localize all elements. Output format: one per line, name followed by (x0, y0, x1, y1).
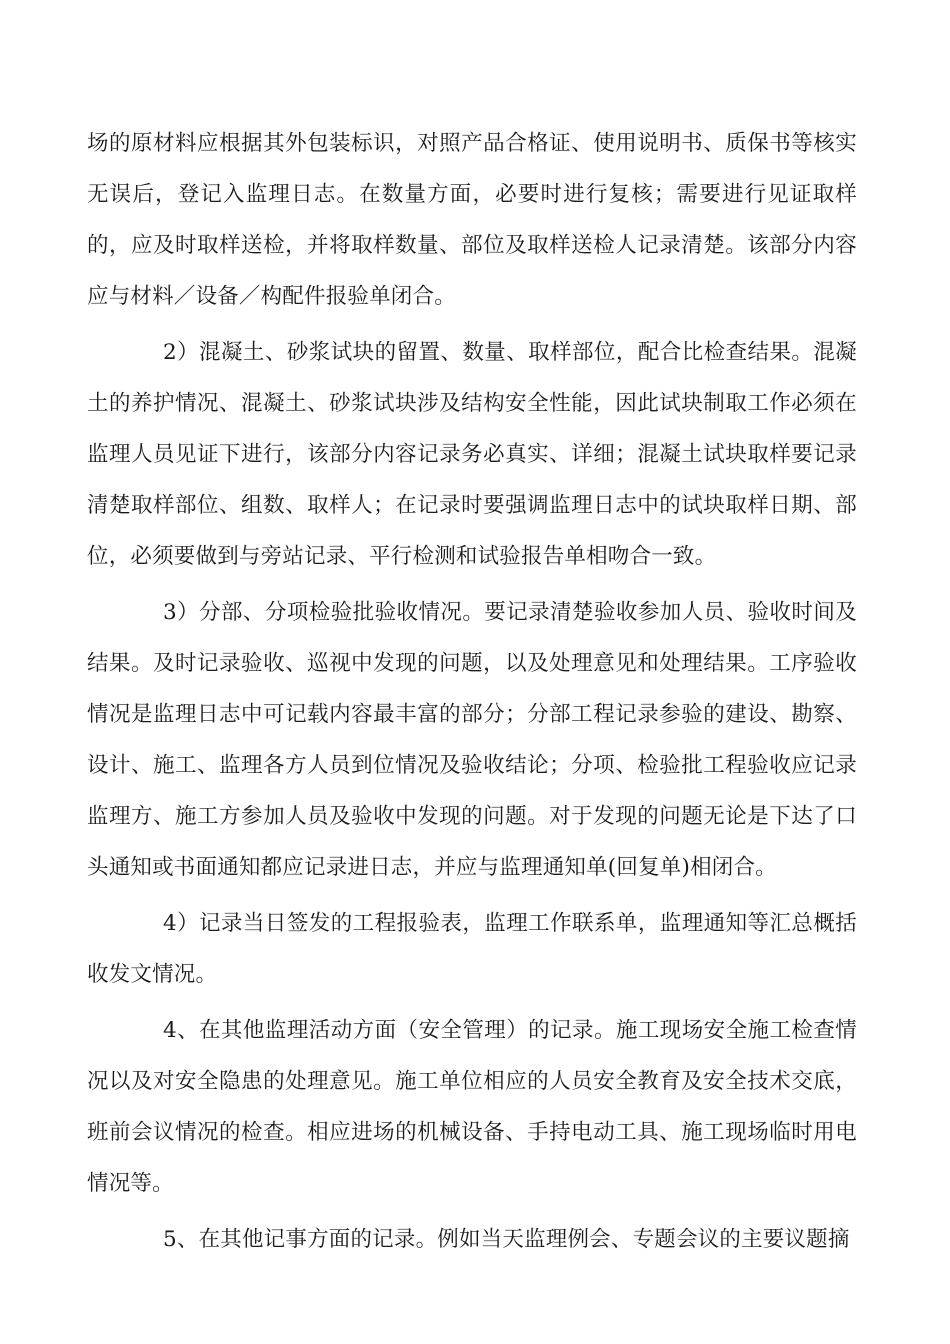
paragraph-concrete-test-blocks: 2）混凝土、砂浆试块的留置、数量、取样部位，配合比检查结果。混凝土的养护情况、混凝土、砂浆试块涉及结构安全性能，因此试块制取工作必须在监理人员见证下进行，该部分内容记录务必真实、详细；混凝土试块取样要记录清楚取样部位、组数、取样人；在记录时要强调监理日志中的试块取样日期、部位，必须要做到与旁站记录、平行检测和试验报告单相吻合一致。 (87, 340, 857, 569)
paragraph-other-records: 5、在其他记事方面的记录。例如当天监理例会、专题会议的主要议题摘 (163, 1227, 850, 1252)
paragraph-daily-documents: 4）记录当日签发的工程报验表，监理工作联系单，监理通知等汇总概括收发文情况。 (87, 911, 857, 987)
document-body (87, 118, 857, 1265)
paragraph-materials-check: 场的原材料应根据其外包装标识，对照产品合格证、使用说明书、质保书等核实无误后，登记入监理日志。在数量方面，必要时进行复核；需要进行见证取样的，应及时取样送检，并将取样数量、部位及取样送检人记录清楚。该部分内容应与材料／设备／构配件报验单闭合。 (87, 131, 857, 309)
paragraph-safety-management: 4、在其他监理活动方面（安全管理）的记录。施工现场安全施工检查情况以及对安全隐患的处理意见。施工单位相应的人员安全教育及安全技术交底，班前会议情况的检查。相应进场的机械设备、手持电动工具、施工现场临时用电情况等。 (87, 1018, 857, 1196)
paragraph-inspection-acceptance: 3）分部、分项检验批验收情况。要记录清楚验收参加人员、验收时间及结果。及时记录验收、巡视中发现的问题，以及处理意见和处理结果。工序验收情况是监理日志中可记载内容最丰富的部分；分部工程记录参验的建设、勘察、设计、施工、监理各方人员到位情况及验收结论；分项、检验批工程验收应记录监理方、施工方参加人员及验收中发现的问题。对于发现的问题无论是下达了口头通知或书面通知都应记录进日志，并应与监理通知单(回复单)相闭合。 (87, 600, 857, 880)
